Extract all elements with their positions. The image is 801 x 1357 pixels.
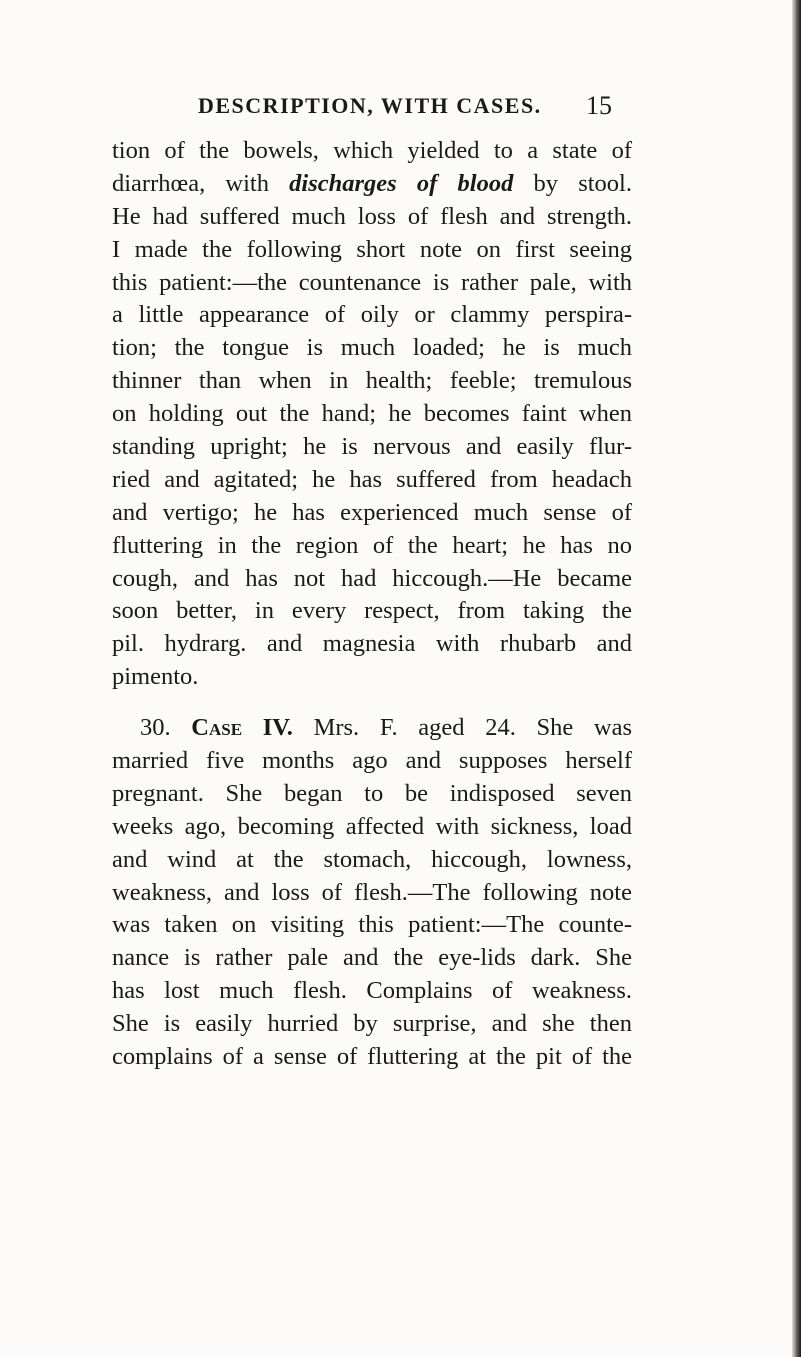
running-head-title: DESCRIPTION, WITH CASES. (198, 93, 542, 118)
text-span: Mrs. F. aged 24. She was (292, 714, 632, 742)
text-span: by stool. (513, 169, 632, 197)
text-line: and vertigo; he has experienced much sense of (112, 498, 632, 526)
text-line: a little appearance of oily or clammy perspira- (112, 301, 632, 329)
paragraph-gap (112, 694, 632, 712)
running-head (0, 86, 801, 126)
page-edge-shadow (792, 0, 801, 1357)
section-number: 30. (140, 714, 171, 742)
text-line: soon better, in every respect, from taking the (112, 597, 632, 625)
text-line: pregnant. She began to be indisposed seven (112, 779, 632, 807)
italic-phrase: discharges of blood (289, 169, 514, 197)
text-line: was taken on visiting this patient:—The counte- (112, 911, 632, 939)
text-line: tion of the bowels, which yielded to a state of (112, 137, 632, 164)
text-line: on holding out the hand; he becomes faint when (112, 400, 632, 428)
text-line: pimento. (112, 663, 199, 691)
text-span: diarrhœa, with (112, 169, 290, 197)
text-line (112, 168, 632, 201)
text-line: complains of a sense of fluttering at the pit of the (112, 1043, 632, 1071)
text-line: thinner than when in health; feeble; tremulous (112, 367, 632, 395)
text-line (112, 712, 632, 745)
text-line: pil. hydrarg. and magnesia with rhubarb and (112, 630, 632, 658)
text-line: weeks ago, becoming affected with sickness, load (112, 812, 632, 840)
text-line: nance is rather pale and the eye-lids dark. She (112, 944, 632, 972)
text-line: She is easily hurried by surprise, and she then (112, 1010, 632, 1038)
text-line: has lost much flesh. Complains of weakness. (112, 977, 632, 1005)
text-line: and wind at the stomach, hiccough, lowness, (112, 845, 632, 873)
text-line: ried and agitated; he has suffered from headach (112, 465, 632, 493)
text-line: tion; the tongue is much loaded; he is much (112, 334, 632, 362)
text-line: weakness, and loss of flesh.—The following note (112, 878, 632, 906)
text-line: married five months ago and supposes herself (112, 747, 632, 775)
text-line: He had suffered much loss of flesh and strength. (112, 202, 632, 230)
text-line: fluttering in the region of the heart; he has no (112, 531, 632, 559)
text-line: I made the following short note on first seeing (112, 235, 632, 263)
text-line: standing upright; he is nervous and easily flur- (112, 433, 632, 461)
paragraph-2 (112, 712, 632, 1074)
text-line: cough, and has not had hiccough.—He became (112, 564, 632, 592)
text-line: this patient:—the countenance is rather pale, with (112, 268, 632, 296)
case-label: Case IV. (191, 714, 293, 742)
page-number: 15 (586, 91, 612, 120)
body-text (112, 135, 632, 1074)
paragraph-1 (112, 135, 632, 694)
